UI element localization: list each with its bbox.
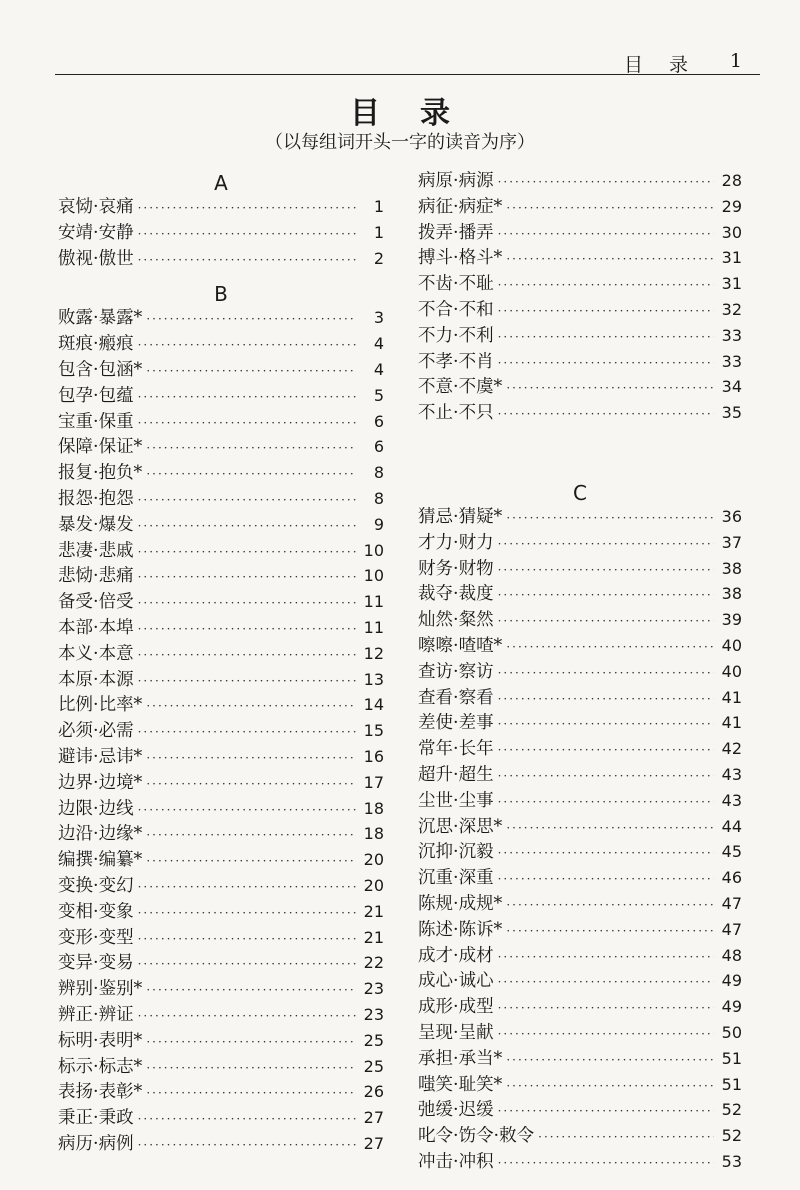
entry-page-number: 26	[363, 1082, 384, 1102]
entry-term: 边沿·边缘*	[58, 824, 143, 845]
toc-entry[interactable]	[58, 305, 384, 331]
entry-page-number: 21	[363, 901, 384, 921]
leader-dots	[498, 532, 714, 558]
leader-dots	[138, 565, 356, 591]
toc-entry[interactable]	[418, 1020, 742, 1046]
toc-entry[interactable]	[58, 1131, 384, 1157]
leader-dots	[498, 222, 714, 248]
entry-page-number: 33	[721, 351, 742, 371]
leader-dots	[138, 411, 356, 437]
toc-entry[interactable]	[58, 976, 384, 1002]
entry-page-number: 25	[363, 1056, 384, 1076]
entry-term: 包含·包涵*	[58, 359, 143, 380]
leader-dots	[138, 540, 356, 566]
leader-dots	[498, 170, 714, 196]
entry-page-number: 52	[721, 1100, 742, 1120]
entry-page-number: 13	[363, 669, 384, 689]
entry-term: 比例·比率*	[58, 695, 143, 716]
toc-entry[interactable]	[418, 271, 742, 297]
leader-dots	[506, 1074, 714, 1100]
entry-term: 边限·边线	[58, 798, 134, 819]
entry-term: 傲视·傲世	[58, 248, 134, 269]
entry-term: 标明·表明*	[58, 1030, 143, 1051]
entry-page-number: 38	[721, 584, 742, 604]
entry-page-number: 20	[363, 875, 384, 895]
leader-dots	[506, 893, 714, 919]
entry-term: 标示·标志*	[58, 1056, 143, 1077]
toc-entry[interactable]	[418, 1046, 742, 1072]
leader-dots	[138, 488, 356, 514]
entry-page-number: 17	[363, 772, 384, 792]
toc-entry[interactable]	[418, 556, 742, 582]
toc-entry[interactable]	[58, 821, 384, 847]
toc-entry[interactable]	[418, 1123, 742, 1149]
toc-entry[interactable]	[418, 814, 742, 840]
header-page-number: 1	[729, 50, 742, 72]
entry-page-number: 32	[721, 299, 742, 319]
entry-term: 沉重·深重	[418, 868, 494, 889]
leader-dots	[138, 643, 356, 669]
toc-entry[interactable]	[418, 736, 742, 762]
entry-page-number: 10	[363, 540, 384, 560]
entry-page-number: 25	[363, 1030, 384, 1050]
entry-page-number: 34	[721, 377, 742, 397]
entry-term: 查看·察看	[418, 687, 494, 708]
leader-dots	[146, 746, 356, 772]
entry-term: 陈述·陈诉*	[418, 919, 503, 940]
toc-entry[interactable]	[58, 434, 384, 460]
toc-entry[interactable]	[58, 847, 384, 873]
entry-page-number: 49	[721, 971, 742, 991]
leader-dots	[506, 1048, 714, 1074]
entry-term: 悲恸·悲痛	[58, 566, 134, 587]
leader-dots	[506, 919, 714, 945]
leader-dots	[146, 978, 356, 1004]
entry-term: 暴发·爆发	[58, 514, 134, 535]
leader-dots	[146, 436, 356, 462]
leader-dots	[506, 196, 714, 222]
leader-dots	[146, 1030, 356, 1056]
toc-entry[interactable]	[418, 994, 742, 1020]
entry-page-number: 1	[373, 222, 384, 242]
toc-entry[interactable]	[418, 220, 742, 246]
leader-dots	[498, 661, 714, 687]
entry-term: 辨正·辨证	[58, 1004, 134, 1025]
toc-entry[interactable]	[58, 1079, 384, 1105]
toc-entry[interactable]	[58, 486, 384, 512]
entry-page-number: 46	[721, 868, 742, 888]
entry-term: 陈规·成规*	[418, 893, 503, 914]
leader-dots	[138, 1107, 356, 1133]
leader-dots	[146, 1081, 356, 1107]
toc-entry[interactable]	[58, 615, 384, 641]
leader-dots	[498, 558, 714, 584]
entry-term: 哀恸·哀痛	[58, 197, 134, 217]
toc-entry[interactable]	[418, 1149, 742, 1175]
leader-dots	[146, 772, 356, 798]
toc-entry[interactable]	[58, 538, 384, 564]
leader-dots	[146, 823, 356, 849]
entry-page-number: 27	[363, 1108, 384, 1128]
toc-entry[interactable]	[58, 950, 384, 976]
toc-entry[interactable]	[418, 530, 742, 556]
entry-term: 宝重·保重	[58, 411, 134, 432]
entry-term: 不齿·不耻	[418, 274, 494, 295]
entry-page-number: 1	[373, 197, 384, 216]
entry-page-number: 18	[363, 824, 384, 844]
toc-entry[interactable]	[58, 512, 384, 538]
leader-dots	[146, 307, 356, 333]
toc-entry[interactable]	[418, 788, 742, 814]
entry-page-number: 44	[721, 816, 742, 836]
entry-term: 嚓嚓·喳喳*	[418, 635, 503, 656]
entry-page-number: 51	[721, 1048, 742, 1068]
entry-page-number: 49	[721, 997, 742, 1017]
entry-term: 避讳·忌讳*	[58, 746, 143, 767]
leader-dots	[146, 462, 356, 488]
entry-term: 报复·抱负*	[58, 463, 143, 484]
entry-term: 冲击·冲积	[418, 1151, 494, 1172]
leader-dots	[506, 506, 714, 532]
toc-entry[interactable]	[418, 685, 742, 711]
entry-page-number: 15	[363, 721, 384, 741]
entry-term: 变换·变幻	[58, 875, 134, 896]
entry-page-number: 9	[373, 514, 384, 534]
toc-entry[interactable]	[418, 400, 742, 426]
leader-dots	[138, 669, 356, 695]
entry-term: 本原·本源	[58, 669, 134, 690]
entry-term: 成形·成型	[418, 997, 494, 1018]
entry-term: 叱令·饬令·敕令	[418, 1126, 535, 1147]
entry-term: 成心·诚心	[418, 971, 494, 992]
entry-term: 常年·长年	[418, 739, 494, 760]
entry-term: 病历·病例	[58, 1133, 134, 1154]
toc-entry[interactable]	[58, 331, 384, 357]
entry-term: 不孝·不肖	[418, 351, 494, 372]
toc-entry[interactable]	[58, 744, 384, 770]
leader-dots	[138, 798, 356, 824]
entry-page-number: 35	[721, 403, 742, 423]
toc-entry[interactable]	[58, 246, 384, 272]
toc-entry[interactable]	[418, 710, 742, 736]
toc-entry[interactable]	[58, 641, 384, 667]
entry-term: 悲凄·悲戚	[58, 540, 134, 561]
entry-term: 沉思·深思*	[418, 816, 503, 837]
leader-dots	[506, 635, 714, 661]
toc-entry[interactable]	[58, 899, 384, 925]
entry-term: 必须·必需	[58, 721, 134, 742]
toc-entry[interactable]	[58, 357, 384, 383]
entry-term: 不力·不利	[418, 325, 494, 346]
leader-dots	[538, 1125, 714, 1151]
leader-dots	[498, 970, 714, 996]
entry-page-number: 47	[721, 919, 742, 939]
entry-page-number: 23	[363, 979, 384, 999]
entry-term: 不止·不只	[418, 403, 494, 424]
entry-term: 边界·边境*	[58, 772, 143, 793]
entry-page-number: 45	[721, 842, 742, 862]
entry-term: 差使·差事	[418, 713, 494, 734]
entry-page-number: 42	[721, 739, 742, 759]
leader-dots	[138, 196, 356, 222]
toc-entry[interactable]	[418, 839, 742, 865]
leader-dots	[498, 1099, 714, 1125]
leader-dots	[138, 514, 356, 540]
toc-entry[interactable]	[58, 1028, 384, 1054]
entry-page-number: 16	[363, 746, 384, 766]
toc-entry[interactable]	[58, 873, 384, 899]
entry-page-number: 40	[721, 635, 742, 655]
toc-entry[interactable]	[58, 383, 384, 409]
leader-dots	[138, 875, 356, 901]
entry-page-number: 37	[721, 532, 742, 552]
entry-term: 不意·不虞*	[418, 377, 503, 398]
entry-page-number: 38	[721, 558, 742, 578]
entry-term: 才力·财力	[418, 532, 494, 553]
entry-page-number: 51	[721, 1074, 742, 1094]
entry-page-number: 14	[363, 695, 384, 715]
entry-term: 败露·暴露*	[58, 308, 143, 329]
leader-dots	[498, 790, 714, 816]
toc-entry[interactable]	[418, 245, 742, 271]
leader-dots	[138, 952, 356, 978]
entry-page-number: 28	[721, 171, 742, 190]
leader-dots	[138, 927, 356, 953]
entry-page-number: 6	[373, 411, 384, 431]
entry-term: 财务·财物	[418, 558, 494, 579]
entry-page-number: 31	[721, 248, 742, 268]
leader-dots	[138, 1004, 356, 1030]
entry-term: 变异·变易	[58, 953, 134, 974]
toc-entry[interactable]	[418, 323, 742, 349]
entry-term: 斑痕·瘢痕	[58, 334, 134, 355]
entry-term: 安靖·安静	[58, 222, 134, 243]
entry-page-number: 23	[363, 1004, 384, 1024]
leader-dots	[146, 849, 356, 875]
leader-dots	[498, 996, 714, 1022]
entry-term: 包孕·包蕴	[58, 385, 134, 406]
toc-entry[interactable]	[418, 1097, 742, 1123]
toc-entry[interactable]	[418, 633, 742, 659]
leader-dots	[498, 299, 714, 325]
entry-term: 变相·变象	[58, 901, 134, 922]
leader-dots	[498, 841, 714, 867]
toc-entry[interactable]	[418, 194, 742, 220]
toc-entry[interactable]	[418, 865, 742, 891]
leader-dots	[146, 1056, 356, 1082]
toc-left-column	[58, 168, 384, 1157]
entry-term: 拨弄·播弄	[418, 222, 494, 243]
leader-dots	[138, 248, 356, 274]
entry-page-number: 8	[373, 463, 384, 483]
entry-page-number: 29	[721, 196, 742, 216]
leader-dots	[498, 738, 714, 764]
entry-page-number: 53	[721, 1151, 742, 1171]
entry-term: 表扬·表彰*	[58, 1082, 143, 1103]
entry-page-number: 40	[721, 661, 742, 681]
leader-dots	[138, 385, 356, 411]
toc-entry[interactable]	[418, 659, 742, 685]
toc-entry[interactable]	[58, 718, 384, 744]
section-letter: A	[214, 171, 228, 195]
running-header	[55, 48, 760, 75]
entry-page-number: 5	[373, 385, 384, 405]
toc-entry[interactable]	[58, 1002, 384, 1028]
entry-term: 变形·变型	[58, 927, 134, 948]
header-title: 目 录	[623, 54, 698, 76]
entry-page-number: 41	[721, 713, 742, 733]
entry-term: 本部·本埠	[58, 617, 134, 638]
entry-page-number: 22	[363, 953, 384, 973]
toc-entry[interactable]	[418, 349, 742, 375]
entry-term: 本义·本意	[58, 643, 134, 664]
entry-term: 报怨·抱怨	[58, 488, 134, 509]
page-subtitle: （以每组词开头一字的读音为序）	[265, 132, 535, 153]
toc-entry[interactable]	[58, 925, 384, 951]
entry-term: 保障·保证*	[58, 437, 143, 458]
entry-page-number: 20	[363, 850, 384, 870]
entry-page-number: 10	[363, 566, 384, 586]
entry-term: 编撰·编纂*	[58, 850, 143, 871]
toc-entry[interactable]	[418, 762, 742, 788]
entry-page-number: 4	[373, 334, 384, 354]
entry-term: 呈现·呈献	[418, 1022, 494, 1043]
leader-dots	[138, 1133, 356, 1159]
entry-term: 沉抑·沉毅	[418, 842, 494, 863]
toc-entry[interactable]	[418, 891, 742, 917]
toc-entry[interactable]	[418, 168, 742, 194]
toc-entry[interactable]	[418, 297, 742, 323]
leader-dots	[138, 222, 356, 248]
leader-dots	[138, 591, 356, 617]
entry-page-number: 43	[721, 764, 742, 784]
entry-term: 弛缓·迟缓	[418, 1100, 494, 1121]
leader-dots	[138, 720, 356, 746]
entry-page-number: 50	[721, 1022, 742, 1042]
toc-entry[interactable]	[418, 968, 742, 994]
entry-page-number: 31	[721, 274, 742, 294]
leader-dots	[498, 273, 714, 299]
toc-entry[interactable]	[418, 504, 742, 530]
entry-page-number: 47	[721, 893, 742, 913]
entry-term: 嗤笑·耻笑*	[418, 1074, 503, 1095]
toc-right-column	[418, 168, 742, 1175]
toc-entry[interactable]	[418, 1072, 742, 1098]
leader-dots	[506, 376, 714, 402]
entry-term: 查访·察访	[418, 661, 494, 682]
leader-dots	[138, 333, 356, 359]
entry-page-number: 8	[373, 488, 384, 508]
leader-dots	[498, 609, 714, 635]
entry-page-number: 21	[363, 927, 384, 947]
entry-page-number: 41	[721, 687, 742, 707]
toc-entry[interactable]	[58, 796, 384, 822]
entry-page-number: 39	[721, 610, 742, 630]
toc-entry[interactable]	[418, 917, 742, 943]
leader-dots	[498, 583, 714, 609]
leader-dots	[498, 764, 714, 790]
toc-entry[interactable]	[418, 581, 742, 607]
entry-page-number: 3	[373, 308, 384, 328]
entry-term: 超升·超生	[418, 764, 494, 785]
entry-term: 尘世·尘事	[418, 790, 494, 811]
entry-page-number: 52	[721, 1126, 742, 1146]
entry-page-number: 48	[721, 945, 742, 965]
leader-dots	[498, 325, 714, 351]
entry-term: 承担·承当*	[418, 1048, 503, 1069]
toc-entry[interactable]	[58, 1105, 384, 1131]
leader-dots	[506, 816, 714, 842]
entry-page-number: 6	[373, 437, 384, 457]
leader-dots	[498, 867, 714, 893]
toc-entry[interactable]	[418, 374, 742, 400]
leader-dots	[498, 1151, 714, 1177]
toc-entry[interactable]	[58, 589, 384, 615]
entry-page-number: 11	[363, 592, 384, 612]
leader-dots	[498, 402, 714, 428]
entry-term: 病征·病症*	[418, 196, 503, 217]
entry-term: 成才·成材	[418, 945, 494, 966]
entry-page-number: 12	[363, 643, 384, 663]
leader-dots	[146, 694, 356, 720]
leader-dots	[498, 687, 714, 713]
toc-entry[interactable]	[58, 1054, 384, 1080]
leader-dots	[498, 712, 714, 738]
entry-term: 裁夺·裁度	[418, 584, 494, 605]
entry-term: 灿然·粲然	[418, 610, 494, 631]
leader-dots	[138, 901, 356, 927]
toc-entry[interactable]	[418, 943, 742, 969]
toc-entry[interactable]	[58, 770, 384, 796]
entry-page-number: 27	[363, 1133, 384, 1153]
section-letter: C	[573, 480, 587, 505]
toc-entry[interactable]	[58, 692, 384, 718]
entry-page-number: 11	[363, 617, 384, 637]
entry-page-number: 4	[373, 359, 384, 379]
toc-entry[interactable]	[58, 460, 384, 486]
entry-term: 辨别·鉴别*	[58, 979, 143, 1000]
entry-term: 搏斗·格斗*	[418, 248, 503, 269]
entry-page-number: 36	[721, 506, 742, 526]
entry-term: 不合·不和	[418, 299, 494, 320]
toc-entry[interactable]	[58, 563, 384, 589]
entry-page-number: 30	[721, 222, 742, 242]
entry-page-number: 18	[363, 798, 384, 818]
section-letter: B	[214, 282, 228, 307]
toc-entry[interactable]	[58, 220, 384, 246]
toc-entry[interactable]	[58, 194, 384, 220]
entry-term: 猜忌·猜疑*	[418, 506, 503, 527]
leader-dots	[498, 1022, 714, 1048]
entry-page-number: 33	[721, 325, 742, 345]
leader-dots	[498, 351, 714, 377]
toc-entry[interactable]	[58, 667, 384, 693]
leader-dots	[498, 945, 714, 971]
leader-dots	[138, 617, 356, 643]
toc-entry[interactable]	[418, 607, 742, 633]
entry-term: 秉正·秉政	[58, 1108, 134, 1129]
page-title: 目录	[350, 96, 490, 131]
leader-dots	[506, 247, 714, 273]
entry-page-number: 2	[373, 248, 384, 268]
toc-entry[interactable]	[58, 409, 384, 435]
entry-page-number: 43	[721, 790, 742, 810]
entry-term: 病原·病源	[418, 171, 494, 191]
entry-term: 备受·倍受	[58, 592, 134, 613]
leader-dots	[146, 359, 356, 385]
